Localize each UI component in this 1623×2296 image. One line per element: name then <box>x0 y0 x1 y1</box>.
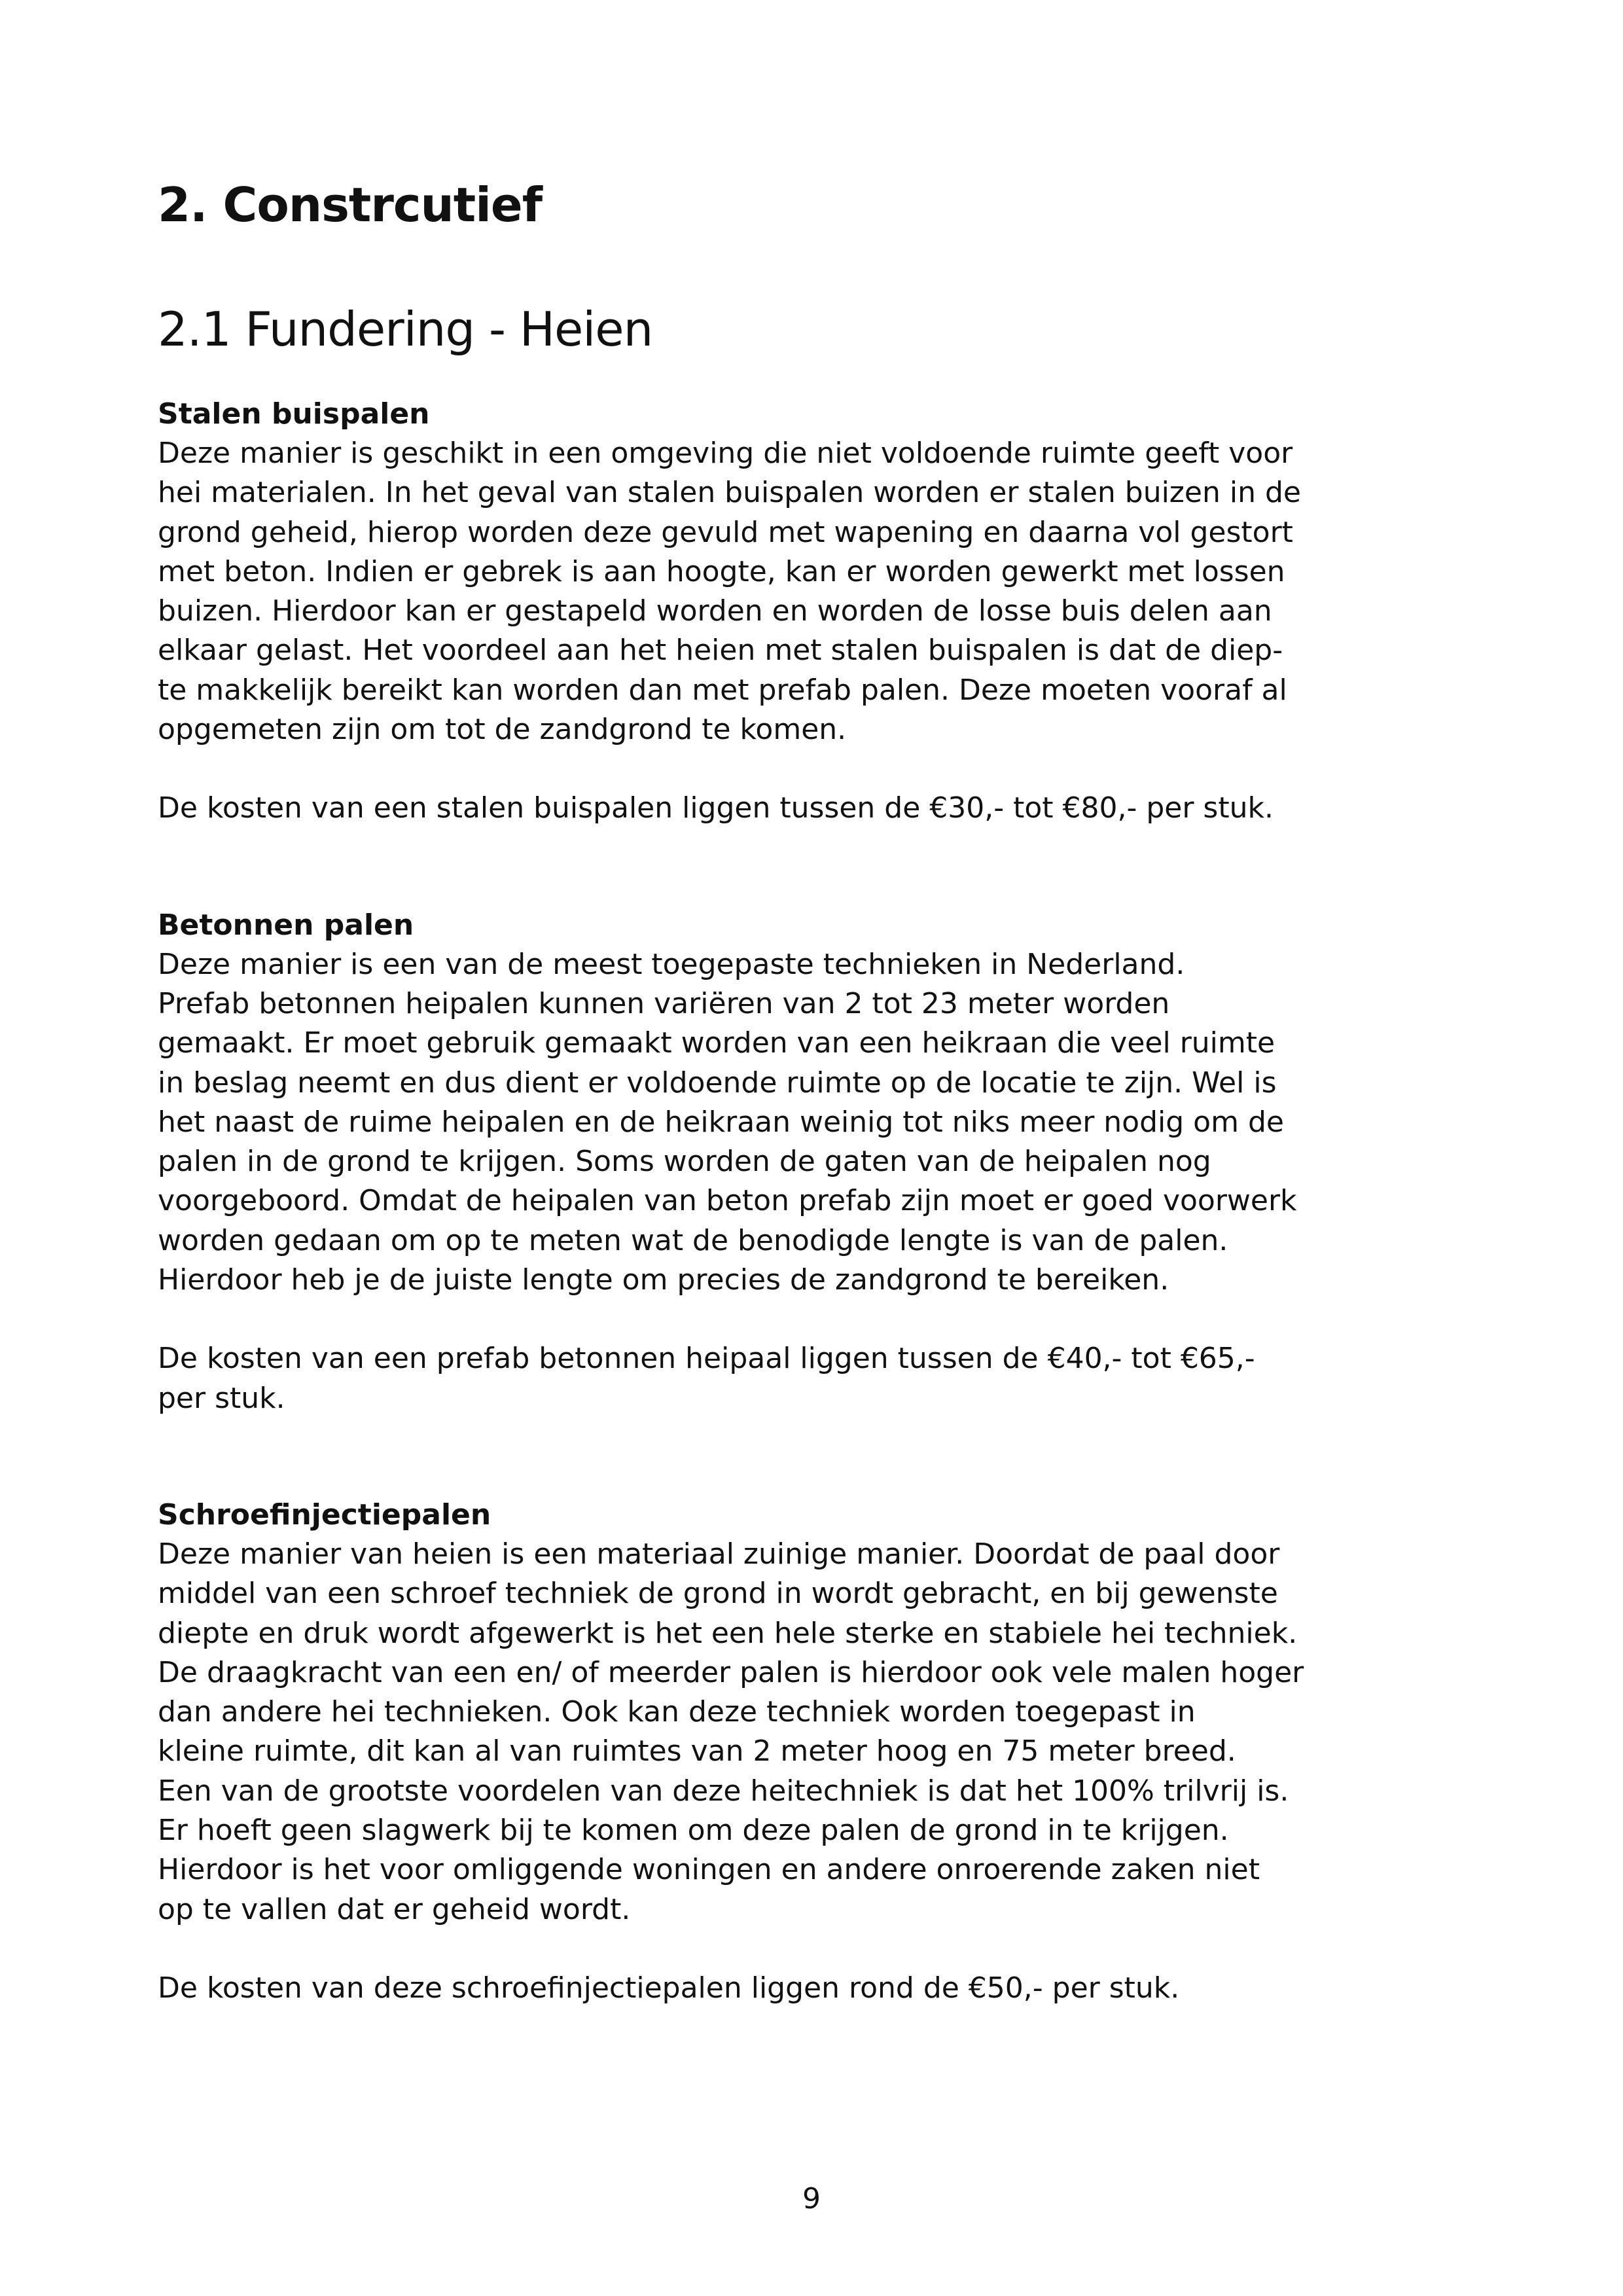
subsection-title: Schroefinjectiepalen <box>158 1498 491 1532</box>
chapter-title: 2. Constrcutief <box>158 177 543 232</box>
subsection-body: Deze manier is een van de meest toegepaste technieken in Nederland. Prefab betonnen heipalen kunnen variëren van 2 tot 23 meter worden gemaakt. Er moet gebruik gemaakt worden van een heikraan die veel ruimte in beslag neemt en dus dient er voldoende ruimte op de locatie te zijn. Wel is het naast de ruime heipalen en de heikraan weinig tot niks meer nodig om de palen in de grond te krijgen. Soms worden de gaten van de heipalen nog voorgeboord. Omdat de heipalen van beton prefab zijn moet er goed voorwerk worden gedaan om op te meten wat de benodigde lengte is van de palen. Hierdoor heb je de juiste lengte om precies de zandgrond te bereiken. <box>158 947 1297 1297</box>
subsection-cost: De kosten van een stalen buispalen liggen tussen de €30,- tot €80,- per stuk. <box>158 791 1274 825</box>
subsection-cost: De kosten van deze schroefinjectiepalen liggen rond de €50,- per stuk. <box>158 1971 1180 2005</box>
subsection-betonnen-palen <box>158 906 1493 1418</box>
subsection-schroefinjectiepalen <box>158 1496 1493 2008</box>
subsection-stalen-buispalen <box>158 395 1493 829</box>
subsection-body: Deze manier van heien is een materiaal zuinige manier. Doordat de paal door middel van een schroef techniek de grond in wordt gebracht, en bij gewenste diepte en druk wordt afgewerkt is het een hele sterke en stabiele hei techniek. De draagkracht van een en/ of meerder palen is hierdoor ook vele malen hoger dan andere hei technieken. Ook kan deze techniek worden toegepast in kleine ruimte, dit kan al van ruimtes van 2 meter hoog en 75 meter breed. Een van de grootste voordelen van deze heitechniek is dat het 100% trilvrij is. Er hoeft geen slagwerk bij te komen om deze palen de grond in te krijgen. Hierdoor is het voor omliggende woningen en andere onroerende zaken niet op te vallen dat er geheid wordt. <box>158 1537 1304 1926</box>
subsection-title: Stalen buispalen <box>158 397 430 431</box>
subsection-cost: De kosten van een prefab betonnen heipaal liggen tussen de €40,- tot €65,- per stuk. <box>158 1342 1255 1415</box>
subsection-title: Betonnen palen <box>158 908 414 942</box>
subsection-body: Deze manier is geschikt in een omgeving die niet voldoende ruimte geeft voor hei materialen. In het geval van stalen buispalen worden er stalen buizen in de grond geheid, hierop worden deze gevuld met wapening en daarna vol gestort met beton. Indien er gebrek is aan hoogte, kan er worden gewerkt met lossen buizen. Hierdoor kan er gestapeld worden en worden de losse buis delen aan elkaar gelast. Het voordeel aan het heien met stalen buispalen is dat de diep- te makkelijk bereikt kan worden dan met prefab palen. Deze moeten vooraf al opgemeten zijn om tot de zandgrond te komen. <box>158 437 1301 747</box>
page-number: 9 <box>802 2182 821 2215</box>
page-content <box>158 169 1493 2008</box>
section-title: 2.1 Fundering - Heien <box>158 302 653 357</box>
